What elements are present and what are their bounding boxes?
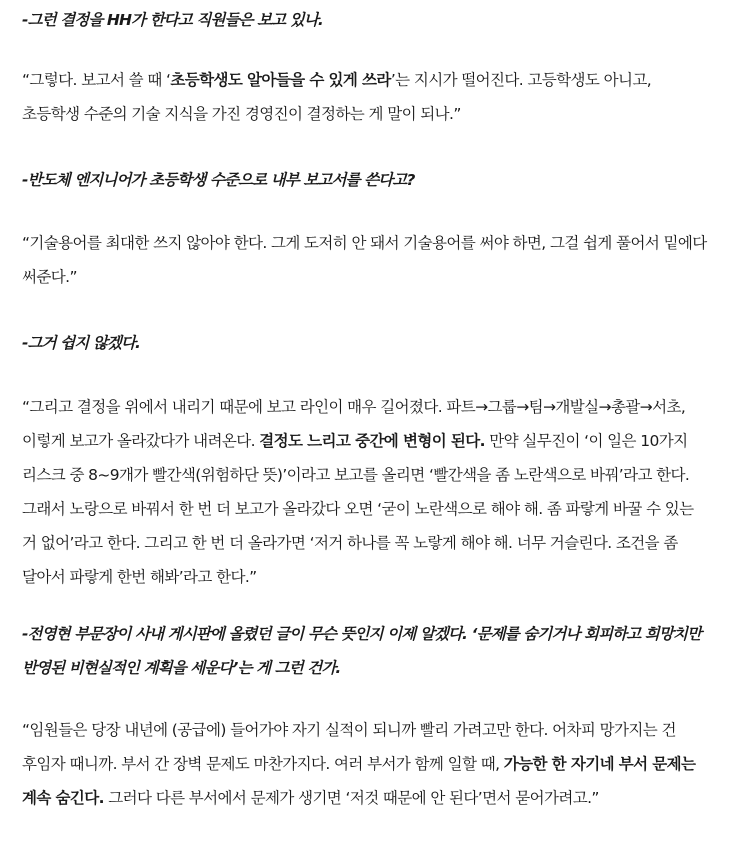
question-text: -그런 결정을 HH가 한다고 직원들은 보고 있나.	[22, 11, 323, 29]
answer-text: 그러다 다른 부서에서 문제가 생기면 ‘저것 때문에 안 된다’면서 묻어가려고.”	[103, 789, 599, 807]
answer-emphasis: 가능한 한 자기네 부서 문제는 계속 숨긴다.	[22, 755, 696, 807]
answer-text: ’는 지시가 떨어진다. 고등학생도 아니고, 초등학생 수준의 기술 지식을 가진 경영진이 결정하는 게 말이 되나.”	[22, 71, 652, 123]
answer-emphasis: 결정도 느리고 중간에 변형이 된다.	[259, 432, 485, 450]
question-text: -그거 쉽지 않겠다.	[22, 334, 141, 352]
answer-paragraph	[22, 226, 712, 294]
question-paragraph	[22, 326, 712, 360]
answer-paragraph	[22, 63, 712, 131]
question-text: -전영현 부문장이 사내 게시판에 올렸던 글이 무슨 뜻인지 이제 알겠다. ‘문제를 숨기거나 회피하고 희망치만 반영된 비현실적인 계획을 세운다’는 게 그런 건가.	[22, 625, 702, 677]
question-paragraph	[22, 617, 712, 685]
answer-emphasis: 초등학생도 알아들을 수 있게 쓰라	[170, 71, 391, 89]
question-text: -반도체 엔지니어가 초등학생 수준으로 내부 보고서를 쓴다고?	[22, 171, 415, 189]
answer-text: “그렇다. 보고서 쓸 때 ‘	[22, 71, 171, 89]
answer-text: “임원들은 당장 내년에 (공급에) 들어가야 자기 실적이 되니까 빨리 가려고만 한다. 어차피 망가지는 건 후임자 때니까. 부서 간 장벽 문제도 마찬가지다. 여러 부서가 함께 일할 때,	[22, 721, 676, 773]
answer-paragraph	[22, 390, 712, 594]
answer-paragraph	[22, 713, 712, 815]
question-paragraph	[22, 163, 712, 197]
answer-text: “그리고 결정을 위에서 내리기 때문에 보고 라인이 매우 길어졌다. 파트→그룹→팀→개발실→총괄→서초, 이렇게 보고가 올라갔다가 내려온다.	[22, 398, 686, 450]
question-paragraph	[22, 3, 712, 37]
answer-text: “기술용어를 최대한 쓰지 않아야 한다. 그게 도저히 안 돼서 기술용어를 써야 하면, 그걸 쉽게 풀어서 밑에다 써준다.”	[22, 234, 707, 286]
answer-text: 만약 실무진이 ‘이 일은 10가지 리스크 중 8~9개가 빨간색(위험하단 뜻)’이라고 보고를 올리면 ‘빨간색을 좀 노란색으로 바꿔’라고 한다. 그래서 노랑으로 바꿔서 한 번 더 보고가 올라갔다 오면 ‘굳이 노란색으로 해야 해. 좀 파랗게 바꿀 수 있는 거 없어’라고 한다. 그리고 한 번 더 올라가면 ‘저거 하나를 꼭 노랗게 해야 해. 너무 거슬린다. 조건을 좀 달아서 파랗게 한번 해봐’라고 한다.”	[22, 432, 694, 586]
